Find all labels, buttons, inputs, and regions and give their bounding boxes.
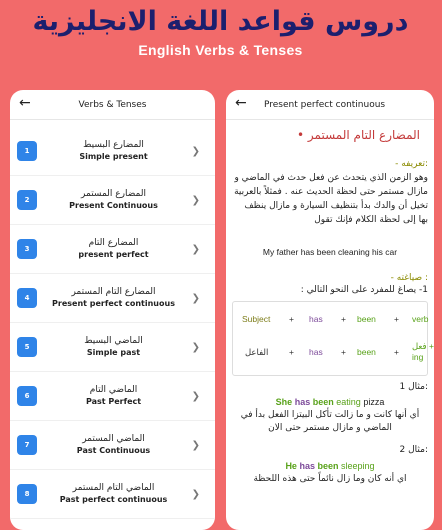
formula-table xyxy=(232,301,434,376)
phone-screen-lesson xyxy=(226,90,434,530)
item-title-arabic: المضارع التام المستمر xyxy=(71,287,156,297)
table-cell: + xyxy=(289,314,294,324)
hero-title-arabic: دروس قواعد اللغة الانجليزية xyxy=(32,6,409,37)
table-cell: verb xyxy=(412,314,429,324)
chevron-right-icon: ❯ xyxy=(191,390,200,402)
form-label: - صياغته : xyxy=(390,273,428,283)
chevron-right-icon: ❯ xyxy=(191,439,200,451)
item-title-arabic: المضارع التام xyxy=(88,238,139,248)
chevron-right-icon: ❯ xyxy=(191,194,200,206)
item-number-badge: 7 xyxy=(17,435,37,455)
item-title-english: Simple past xyxy=(86,348,141,357)
list-item[interactable] xyxy=(10,225,215,274)
item-number-badge: 2 xyxy=(17,190,37,210)
list-item[interactable] xyxy=(10,323,215,372)
definition-text: وهو الزمن الذي يتحدث عن فعل حدث في الماضي و مازال مستمر حتى لحظة الحديث عنه . فمثلاً بالعربية تخيل أن والدك بدأ بتنظيف السيارة و مازال ينظف بها إلى لحظة الكلام فإنك تقول xyxy=(234,173,428,225)
item-title-arabic: المضارع البسيط xyxy=(83,140,144,150)
list-item[interactable] xyxy=(10,372,215,421)
list-item[interactable] xyxy=(10,421,215,470)
item-title-english: present perfect xyxy=(78,250,149,259)
example2-label: مثال 2: xyxy=(399,445,428,455)
item-title-arabic: الماضي المستمر xyxy=(82,434,145,444)
list-item[interactable] xyxy=(10,127,215,176)
definition-label: - تعريفه: xyxy=(395,159,428,169)
table-cell: been xyxy=(357,314,376,324)
example1-label: مثال 1: xyxy=(399,382,428,392)
table-cell: Subject xyxy=(242,314,271,324)
chevron-right-icon: ❯ xyxy=(191,488,200,500)
item-title-english: Past Continuous xyxy=(76,446,151,455)
chevron-right-icon: ❯ xyxy=(191,243,200,255)
table-cell: been xyxy=(357,347,376,357)
list-item[interactable] xyxy=(10,176,215,225)
table-cell: + xyxy=(394,314,399,324)
item-title-arabic: الماضي البسيط xyxy=(84,336,143,346)
item-title-english: Present perfect continuous xyxy=(52,299,175,308)
item-number-badge: 3 xyxy=(17,239,37,259)
chevron-right-icon: ❯ xyxy=(191,292,200,304)
table-cell: has xyxy=(309,314,323,324)
item-number-badge: 8 xyxy=(17,484,37,504)
chevron-right-icon: ❯ xyxy=(191,341,200,353)
list-item[interactable] xyxy=(10,470,215,519)
item-title-english: Simple present xyxy=(79,152,148,161)
lessons-list xyxy=(10,127,215,519)
table-cell: + xyxy=(341,314,346,324)
item-title-arabic: الماضي التام المستمر xyxy=(72,483,155,493)
example2-english: He has been sleeping xyxy=(285,461,375,471)
item-number-badge: 1 xyxy=(17,141,37,161)
lesson-content xyxy=(226,128,434,486)
example1-arabic-line2: الماضي و مازال مستمر حتى الان xyxy=(268,423,392,433)
app-bar-title: Present perfect continuous xyxy=(264,99,386,110)
item-title-english: Past perfect continuous xyxy=(59,495,168,504)
app-bar xyxy=(226,90,434,120)
item-number-badge: 5 xyxy=(17,337,37,357)
item-number-badge: 4 xyxy=(17,288,37,308)
item-title-english: Past Perfect xyxy=(85,397,142,406)
table-cell: + xyxy=(289,347,294,357)
form-rule: 1- يصاغ للمفرد على النحو التالي : xyxy=(300,285,428,295)
item-title-arabic: المضارع المستمر xyxy=(81,189,146,199)
arrow-left-icon[interactable]: ← xyxy=(19,95,31,111)
example2-arabic: اي أنه كان وما زال نائماً حتى هذه اللحظة xyxy=(253,474,407,484)
table-cell: has xyxy=(309,347,323,357)
chevron-right-icon: ❯ xyxy=(191,145,200,157)
definition-example: My father has been cleaning his car xyxy=(262,247,398,257)
arrow-left-icon[interactable]: ← xyxy=(235,95,247,111)
app-bar-title: Verbs & Tenses xyxy=(78,99,147,110)
hero-title-english: English Verbs & Tenses xyxy=(138,42,303,58)
example1-arabic-line1: أي أنها كانت و ما زالت تأكل البيتزا الفعل بدأ في xyxy=(240,410,420,420)
table-cell: + xyxy=(394,347,399,357)
item-title-arabic: الماضي التام xyxy=(89,385,138,395)
example1-english: She has been eating pizza xyxy=(275,397,385,407)
section-title: • المضارع التام المستمر xyxy=(297,128,420,142)
app-bar xyxy=(10,90,215,120)
item-number-badge: 6 xyxy=(17,386,37,406)
list-item[interactable] xyxy=(10,274,215,323)
table-cell: فعل + ing xyxy=(412,341,434,362)
item-title-english: Present Continuous xyxy=(69,201,158,210)
table-cell: + xyxy=(341,347,346,357)
table-cell: الفاعل xyxy=(245,347,269,357)
phone-screen-list xyxy=(10,90,215,530)
